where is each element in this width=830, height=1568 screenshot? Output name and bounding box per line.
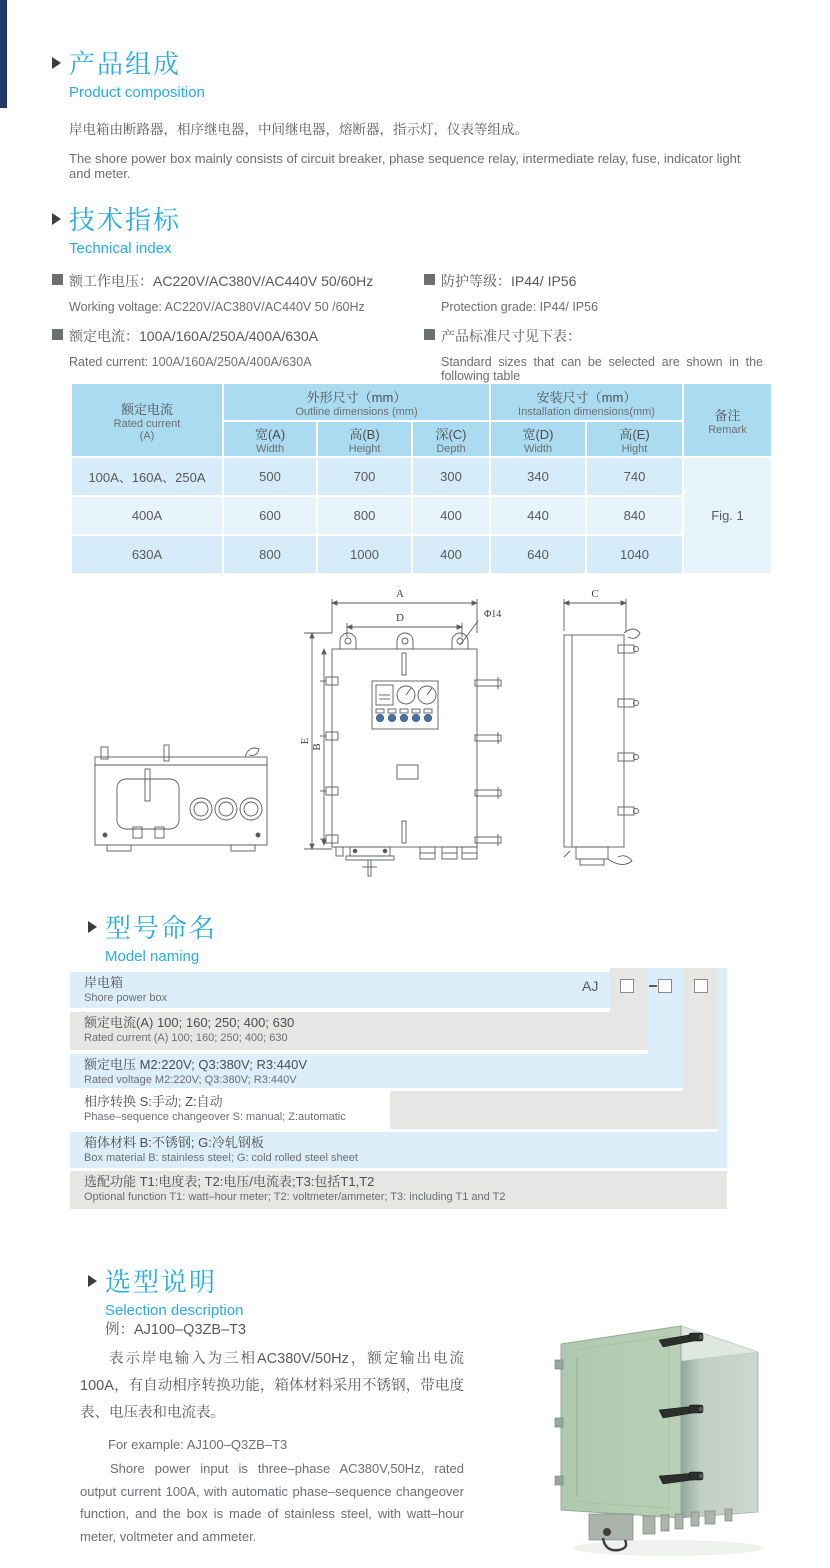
table-row — [72, 497, 771, 534]
header-remark-zh: 备注 — [714, 407, 741, 423]
header-remark — [684, 384, 771, 456]
naming-row-phase-changeover — [70, 1091, 717, 1129]
cell-height: 800 — [318, 497, 411, 534]
section-selection — [88, 1262, 243, 1319]
dim-label-e: E — [299, 737, 311, 745]
spec-current-zh: 额定电流：100A/160A/250A/400A/630A — [69, 328, 319, 344]
table-row — [72, 458, 771, 495]
selection-example-zh: 例：AJ100–Q3ZB–T3 — [105, 1322, 247, 1338]
dimension-table-grid — [70, 382, 773, 575]
cell-remark: Fig. 1 — [684, 458, 771, 573]
section-technical — [52, 200, 772, 395]
subheader-depth-c — [413, 422, 489, 456]
section-arrow-icon — [88, 1275, 97, 1287]
subheader-height-b — [318, 422, 411, 456]
fig1-drawing-svg — [80, 583, 775, 883]
naming-row-en: Box material B: stainless steel; G: cold rolled steel sheet — [84, 1152, 358, 1164]
naming-row-en: Optional function T1: watt–hour meter; T2: voltmeter/ammeter; T3: including T1 and T2 — [84, 1191, 506, 1203]
naming-row-en: Rated current (A) 100; 160; 250; 400; 630 — [84, 1032, 288, 1044]
spec-voltage-zh: 额工作电压：AC220V/AC380V/AC440V 50/60Hz — [69, 273, 374, 289]
code-dash — [649, 985, 657, 987]
cell-current: 630A — [72, 536, 222, 573]
header-outline-zh: 外形尺寸（mm） — [306, 389, 407, 405]
sub-zh: 高(B) — [349, 426, 380, 442]
spec-current-en: Rated current: 100A/160A/250A/400A/630A — [69, 355, 312, 369]
header-rated-current-zh: 额定电流 — [120, 401, 173, 417]
cell-inst-width: 640 — [491, 536, 585, 573]
hole-label-phi14: Φ14 — [484, 609, 502, 620]
cell-height: 1000 — [318, 536, 411, 573]
naming-title-en: Model naming — [105, 948, 200, 965]
subheader-height-e — [587, 422, 682, 456]
naming-row-en: Phase–sequence changeover S: manual; Z:automatic — [84, 1111, 346, 1123]
dim-label-a: A — [396, 588, 404, 600]
cell-inst-height: 740 — [587, 458, 682, 495]
technical-title-en: Technical index — [69, 240, 172, 257]
page-corner-stripe — [0, 0, 7, 108]
selection-title-zh: 选型说明 — [105, 1267, 218, 1297]
composition-body-zh: 岸电箱由断路器，相序继电器，中间继电器，熔断器，指示灯，仪表等组成。 — [69, 122, 528, 137]
naming-row-box-material — [70, 1132, 722, 1168]
cell-inst-width: 440 — [491, 497, 585, 534]
side-view — [564, 599, 640, 865]
selection-body-zh: 表示岸电输入为三相AC380V/50Hz，额定输出电流100A，有自动相序转换功能，箱体材料采用不锈钢，带电度表、电压表和电流表。 — [80, 1351, 464, 1421]
section-naming — [88, 908, 217, 965]
sub-en: Hight — [621, 442, 648, 455]
sub-zh: 高(E) — [619, 426, 650, 442]
model-naming-diagram — [70, 968, 735, 1210]
spec-protection-zh: 防护等级：IP44/ IP56 — [441, 273, 577, 289]
subheader-width-a — [224, 422, 316, 456]
cell-depth: 400 — [413, 497, 489, 534]
selection-example-en: For example: AJ100–Q3ZB–T3 — [108, 1437, 288, 1452]
sub-en: Height — [348, 442, 381, 455]
header-rated-current-en: Rated current — [113, 417, 181, 430]
cell-depth: 300 — [413, 458, 489, 495]
selection-body-en: Shore power input is three–phase AC380V,50Hz, rated output current 100A, with automatic phase–sequence changeover function, and the box is made of stainless steel, with watt–hour meter, voltmeter and ammeter. — [80, 1461, 464, 1544]
spec-sizes-en: Standard sizes that can be selected are shown in the following table — [441, 355, 763, 383]
spec-protection-en: Protection grade: IP44/ IP56 — [441, 300, 599, 314]
naming-row-en: Shore power box — [84, 992, 168, 1004]
naming-row-zh: 相序转换 S:手动; Z:自动 — [84, 1094, 223, 1109]
composition-body-en: The shore power box mainly consists of circuit breaker, phase sequence relay, intermediate relay, fuse, indicator light and meter. — [69, 151, 741, 181]
header-remark-en: Remark — [708, 423, 747, 436]
spec-column-left — [52, 271, 424, 395]
meter-panel — [372, 681, 438, 729]
cell-width: 800 — [224, 536, 316, 573]
product-photo — [543, 1300, 803, 1562]
naming-row-zh: 额定电压 M2:220V; Q3:380V; R3:440V — [84, 1057, 308, 1072]
code-prefix: AJ — [582, 978, 599, 994]
cell-current: 100A、160A、250A — [72, 458, 222, 495]
composition-title-zh: 产品组成 — [69, 49, 182, 79]
dimension-table — [70, 382, 773, 575]
section-arrow-icon — [52, 57, 61, 69]
header-install-zh: 安装尺寸（mm） — [536, 389, 637, 405]
naming-row-en: Rated voltage M2:220V; Q3:380V; R3:440V — [84, 1074, 297, 1086]
bullet-square-icon — [52, 329, 63, 340]
selection-body — [80, 1318, 464, 1548]
sub-zh: 宽(D) — [522, 426, 554, 442]
naming-title-zh: 型号命名 — [105, 913, 218, 943]
cell-inst-width: 340 — [491, 458, 585, 495]
naming-row-zh: 岸电箱 — [84, 975, 124, 990]
bullet-square-icon — [424, 329, 435, 340]
bottom-view — [95, 745, 267, 851]
sub-en: Depth — [436, 442, 466, 455]
dim-label-c: C — [591, 588, 599, 600]
header-install-dims — [491, 384, 682, 420]
sub-zh: 宽(A) — [254, 426, 286, 442]
sub-en: Width — [255, 442, 285, 455]
code-box-voltage — [658, 979, 672, 993]
header-outline-dims — [224, 384, 489, 420]
header-install-en: Installation dimensions(mm) — [518, 405, 655, 418]
spec-voltage-en: Working voltage: AC220V/AC380V/AC440V 50 /60Hz — [69, 300, 365, 314]
header-rated-current-unit: (A) — [139, 429, 155, 442]
technical-drawing — [80, 583, 775, 883]
naming-row-optional-function — [70, 1171, 727, 1209]
naming-row-zh: 选配功能 T1:电度表; T2:电压/电流表;T3:包括T1,T2 — [84, 1174, 375, 1189]
naming-row-rated-current — [70, 1012, 648, 1050]
section-arrow-icon — [88, 921, 97, 933]
cell-depth: 400 — [413, 536, 489, 573]
code-box-option — [694, 979, 708, 993]
spec-column-right — [424, 271, 764, 395]
sub-en: Width — [523, 442, 553, 455]
cell-inst-height: 840 — [587, 497, 682, 534]
cell-inst-height: 1040 — [587, 536, 682, 573]
cell-width: 600 — [224, 497, 316, 534]
code-box-current — [620, 979, 634, 993]
spec-sizes-zh: 产品标准尺寸见下表： — [441, 328, 581, 344]
selection-title-en: Selection description — [105, 1302, 244, 1319]
cell-height: 700 — [318, 458, 411, 495]
bullet-square-icon — [52, 274, 63, 285]
header-outline-en: Outline dimensions (mm) — [295, 405, 418, 418]
naming-row-zh: 额定电流(A) 100; 160; 250; 400; 630 — [84, 1015, 295, 1030]
front-view — [304, 599, 501, 876]
bullet-square-icon — [424, 274, 435, 285]
subheader-width-d — [491, 422, 585, 456]
naming-row-rated-voltage — [70, 1054, 683, 1088]
table-row — [72, 536, 771, 573]
technical-title-zh: 技术指标 — [69, 205, 182, 235]
section-arrow-icon — [52, 213, 61, 225]
composition-title-en: Product composition — [69, 84, 205, 101]
dim-label-b: B — [311, 743, 323, 751]
product-photo-svg — [543, 1300, 803, 1562]
header-rated-current — [72, 384, 222, 456]
dim-label-d: D — [396, 612, 404, 624]
naming-row-shore-power-box — [70, 972, 610, 1008]
section-composition — [52, 44, 762, 181]
naming-row-zh: 箱体材料 B:不锈钢; G:冷轧钢板 — [84, 1135, 264, 1150]
cell-width: 500 — [224, 458, 316, 495]
sub-zh: 深(C) — [435, 426, 467, 442]
cell-current: 400A — [72, 497, 222, 534]
